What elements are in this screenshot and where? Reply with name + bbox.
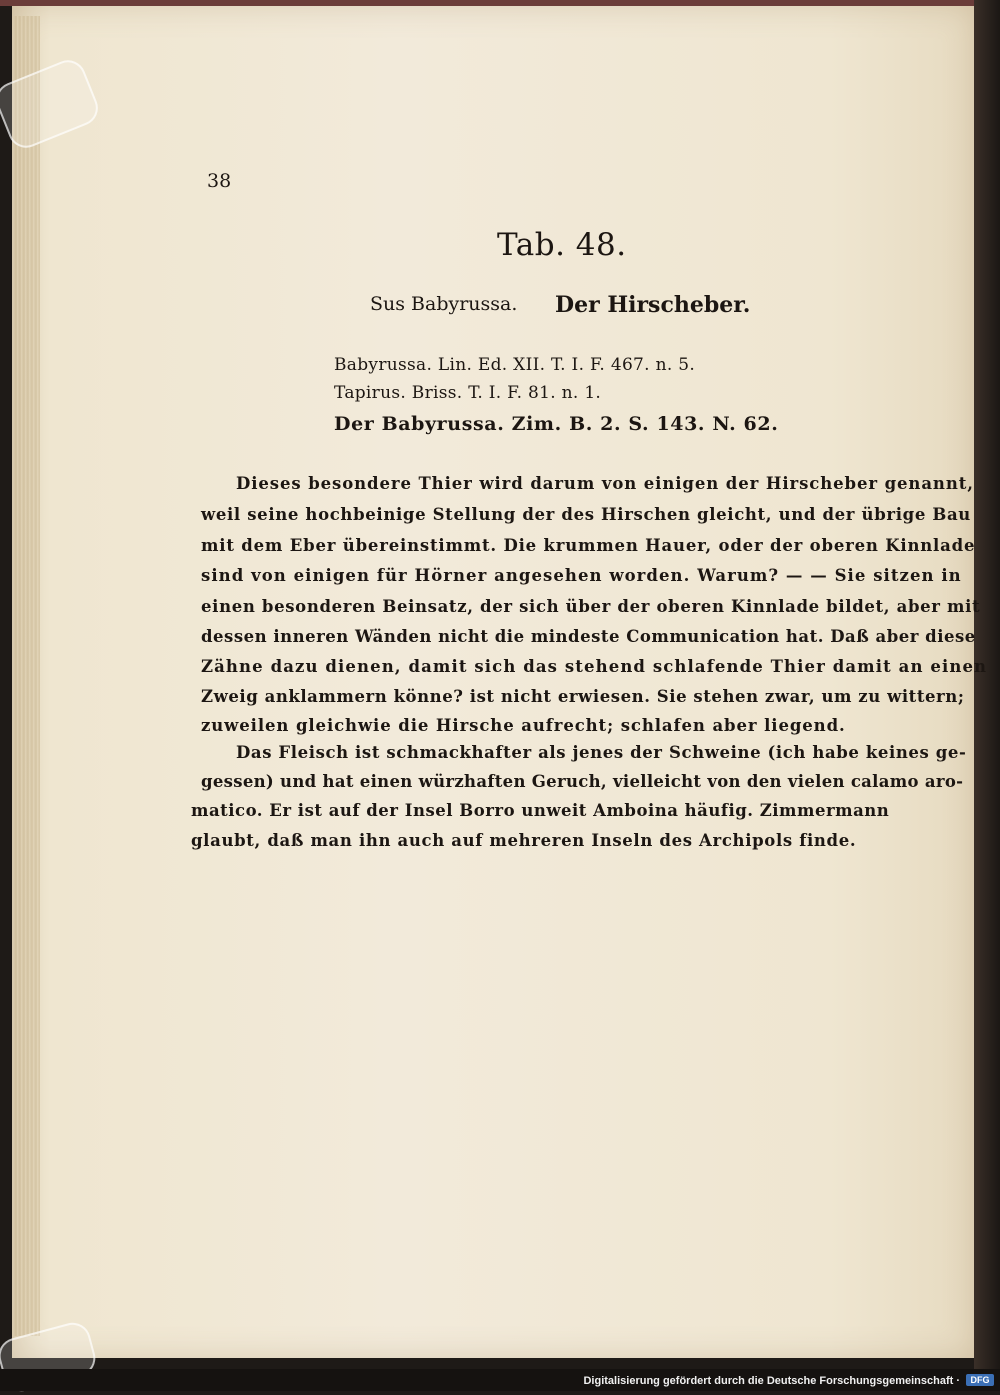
- plate-title: Tab. 48.: [497, 227, 627, 263]
- body-text-line: zuweilen gleichwie die Hirsche aufrecht; schlafen aber liegend.: [201, 716, 846, 735]
- book-cover-edge: [974, 0, 1000, 1391]
- footer-bar: [0, 1369, 1000, 1391]
- body-text-line: Zähne dazu dienen, damit sich das stehend schlafende Thier damit an einen: [201, 657, 988, 676]
- dfg-logo-icon: DFG: [966, 1374, 994, 1386]
- body-text-line: einen besonderen Beinsatz, der sich über der oberen Kinnlade bildet, aber mit: [201, 597, 981, 616]
- page-edges: [14, 16, 40, 1336]
- reference-line: Babyrussa. Lin. Ed. XII. T. I. F. 467. n. 5.: [334, 355, 696, 375]
- body-text-line: Dieses besondere Thier wird darum von einigen der Hirscheber genannt,: [236, 474, 974, 493]
- book-page: [12, 6, 974, 1358]
- funding-credit: Digitalisierung gefördert durch die Deutsche Forschungsgemeinschaft ·: [583, 1375, 960, 1387]
- body-text-line: Zweig anklammern könne? ist nicht erwiesen. Sie stehen zwar, um zu wittern;: [201, 687, 965, 706]
- reference-line: Der Babyrussa. Zim. B. 2. S. 143. N. 62.: [334, 413, 779, 435]
- page-number: 38: [207, 170, 232, 192]
- reference-line: Tapirus. Briss. T. I. F. 81. n. 1.: [334, 383, 602, 403]
- body-text-line: dessen inneren Wänden nicht die mindeste Communication hat. Daß aber diese: [201, 627, 976, 646]
- body-text-line: gessen) und hat einen würzhaften Geruch, vielleicht von den vielen calamo aro-: [201, 772, 964, 791]
- body-text-line: mit dem Eber übereinstimmt. Die krummen Hauer, oder der oberen Kinnlade: [201, 536, 976, 555]
- body-text-line: Das Fleisch ist schmackhafter als jenes der Schweine (ich habe keines ge-: [236, 743, 967, 762]
- species-latin-name: Sus Babyrussa.: [370, 293, 518, 315]
- body-text-line: matico. Er ist auf der Insel Borro unweit Amboina häufig. Zimmermann: [191, 801, 890, 820]
- body-text-line: glaubt, daß man ihn auch auf mehreren Inseln des Archipols finde.: [191, 831, 857, 850]
- body-text-line: weil seine hochbeinige Stellung der des Hirschen gleicht, und der übrige Bau: [201, 505, 971, 524]
- species-german-name: Der Hirscheber.: [555, 292, 751, 318]
- body-text-line: sind von einigen für Hörner angesehen worden. Warum? — — Sie sitzen in: [201, 566, 962, 585]
